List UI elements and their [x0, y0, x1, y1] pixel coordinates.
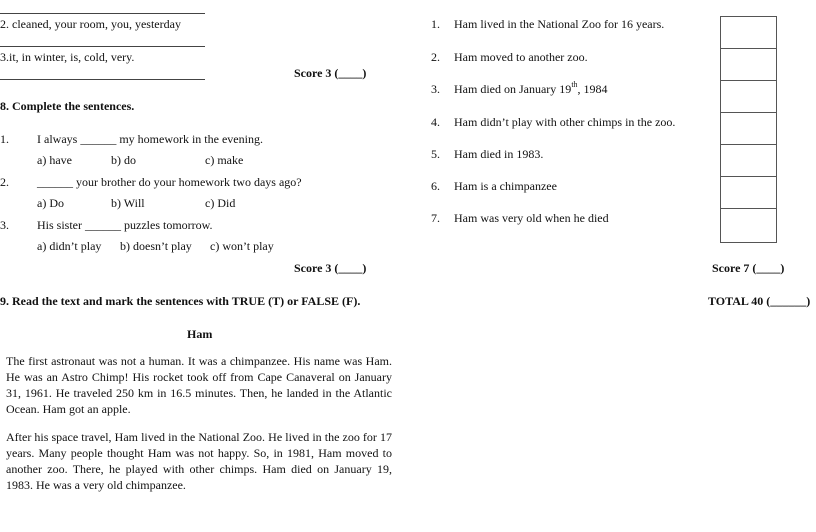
statement-text: Ham died on January 19th, 1984 [454, 80, 608, 96]
statement-text: Ham died in 1983. [454, 147, 544, 161]
q9-score: Score 7 (____) [712, 261, 785, 275]
answer-box[interactable] [721, 17, 776, 49]
q7-item-2: 2. cleaned, your room, you, yesterday [0, 17, 181, 31]
q8-option-b[interactable]: b) do [111, 153, 136, 167]
statement-text: Ham didn’t play with other chimps in the zoo. [454, 115, 676, 129]
q8-option-c[interactable]: c) make [205, 153, 244, 167]
q8-option-a[interactable]: a) didn’t play [37, 239, 102, 253]
q8-option-a[interactable]: a) have [37, 153, 72, 167]
q7-item-3: 3.it, in winter, is, cold, very. [0, 50, 135, 64]
q8-score: Score 3 (____) [294, 261, 367, 275]
q8-item-number: 3. [0, 218, 9, 232]
total-score: TOTAL 40 (______) [708, 294, 811, 308]
q8-item-text: I always ______ my homework in the evening. [37, 132, 263, 146]
answer-line[interactable] [0, 46, 205, 47]
answer-box[interactable] [721, 49, 776, 81]
answer-line[interactable] [0, 79, 205, 80]
statement-number: 5. [431, 147, 440, 161]
answer-box-column [720, 16, 777, 243]
q8-option-a[interactable]: a) Do [37, 196, 64, 210]
q7-score: Score 3 (____) [294, 66, 367, 80]
story-title: Ham [187, 327, 213, 341]
answer-box[interactable] [721, 113, 776, 145]
answer-box[interactable] [721, 145, 776, 177]
statement-number: 1. [431, 17, 440, 31]
statement-number: 4. [431, 115, 440, 129]
statement-number: 3. [431, 82, 440, 96]
statement-text: Ham was very old when he died [454, 211, 609, 225]
statement-text: Ham moved to another zoo. [454, 50, 588, 64]
q8-option-b[interactable]: b) Will [111, 196, 145, 210]
statement-number: 6. [431, 179, 440, 193]
statement-text: Ham is a chimpanzee [454, 179, 557, 193]
q8-item-text: His sister ______ puzzles tomorrow. [37, 218, 213, 232]
answer-box[interactable] [721, 177, 776, 209]
q8-option-b[interactable]: b) doesn’t play [120, 239, 192, 253]
q8-option-c[interactable]: c) won’t play [210, 239, 274, 253]
answer-box[interactable] [721, 81, 776, 113]
statement-number: 2. [431, 50, 440, 64]
q8-item-number: 2. [0, 175, 9, 189]
story-paragraph: After his space travel, Ham lived in the National Zoo. He lived in the zoo for 17 years. Many people thought Ham was not happy. So, in 1981, Ham moved to another zoo. There, he played with other chimps. Ham died on January 19, 1983. He was a very old chimpanzee. [6, 430, 392, 492]
answer-box[interactable] [721, 209, 776, 242]
q8-item-number: 1. [0, 132, 9, 146]
answer-line [0, 13, 205, 14]
story-paragraph: The first astronaut was not a human. It was a chimpanzee. His name was Ham. He was an Astro Chimp! His rocket took off from Cape Canaveral on January 31, 1961. He traveled 250 km in 16.5 minutes. Then, he landed in the Atlantic Ocean. Ham got an apple. [6, 354, 392, 416]
statement-number: 7. [431, 211, 440, 225]
q8-item-text: ______ your brother do your homework two days ago? [37, 175, 302, 189]
q9-heading: 9. Read the text and mark the sentences with TRUE (T) or FALSE (F). [0, 294, 361, 308]
statement-text: Ham lived in the National Zoo for 16 years. [454, 17, 665, 31]
q8-option-c[interactable]: c) Did [205, 196, 236, 210]
q8-heading: 8. Complete the sentences. [0, 99, 135, 113]
